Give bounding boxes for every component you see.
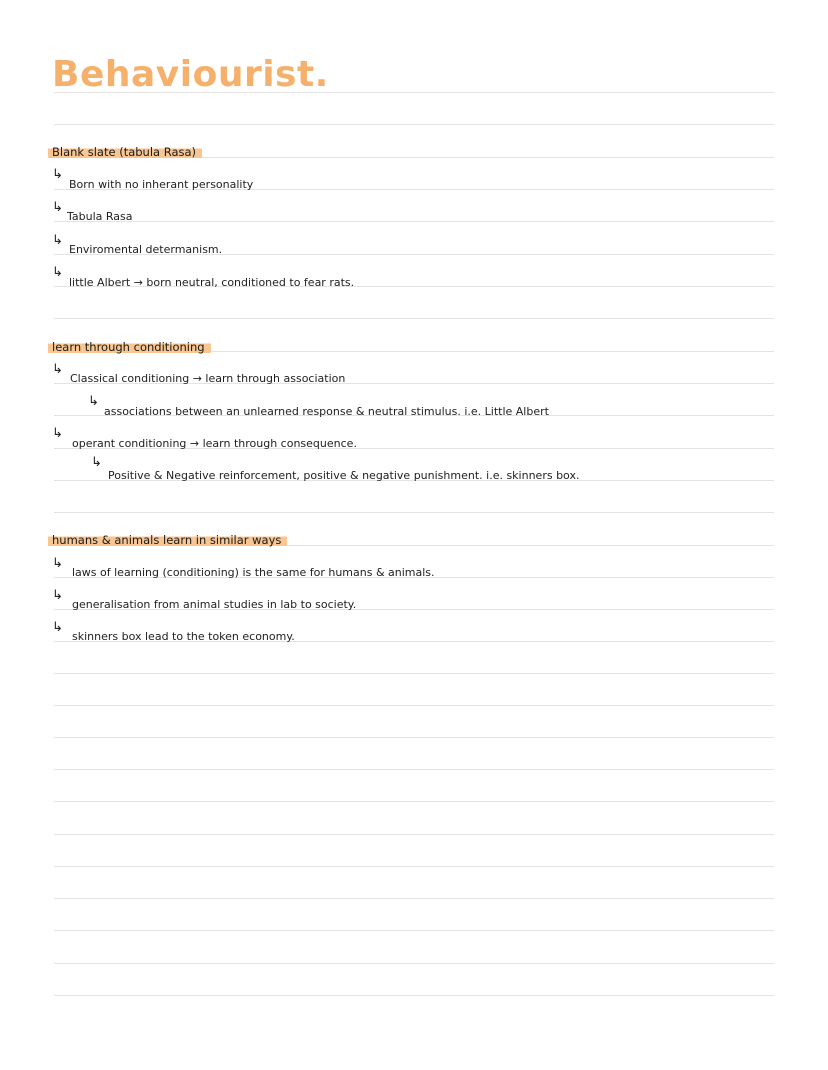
return-arrow-icon: ↳ [52,362,63,377]
section-heading-humans-animals: humans & animals learn in similar ways [48,533,287,548]
ruled-line [54,898,774,899]
list-item: Classical conditioning → learn through association [70,372,346,385]
return-arrow-icon: ↳ [52,265,63,280]
return-arrow-icon: ↳ [52,167,63,182]
list-item: Tabula Rasa [67,210,133,223]
list-item: Enviromental determanism. [69,243,223,256]
section-heading-blank-slate: Blank slate (tabula Rasa) [48,145,202,160]
ruled-line [54,834,774,835]
list-item: generalisation from animal studies in lab to society. [72,598,357,611]
ruled-line [54,866,774,867]
ruled-line [54,318,774,319]
ruled-line [54,221,774,222]
return-arrow-icon: ↳ [52,620,63,635]
page-title: Behaviourist. [52,54,329,95]
ruled-line [54,930,774,931]
list-item: little Albert → born neutral, conditioned to fear rats. [69,276,355,289]
ruled-line [54,963,774,964]
return-arrow-icon: ↳ [52,233,63,248]
ruled-line [54,737,774,738]
return-arrow-icon: ↳ [88,394,99,409]
list-item: associations between an unlearned response & neutral stimulus. i.e. Little Albert [104,405,549,418]
ruled-line [54,995,774,996]
ruled-line [54,705,774,706]
list-item: skinners box lead to the token economy. [72,630,295,643]
list-item: Born with no inherant personality [69,178,254,191]
return-arrow-icon: ↳ [91,455,102,470]
list-item: operant conditioning → learn through consequence. [72,437,357,450]
ruled-line [54,124,774,125]
return-arrow-icon: ↳ [52,556,63,571]
ruled-line [54,673,774,674]
section-heading-conditioning: learn through conditioning [48,340,211,355]
ruled-line [54,801,774,802]
return-arrow-icon: ↳ [52,588,63,603]
list-item: Positive & Negative reinforcement, positive & negative punishment. i.e. skinners box. [108,469,580,482]
ruled-line [54,769,774,770]
list-item: laws of learning (conditioning) is the same for humans & animals. [72,566,435,579]
ruled-line [54,512,774,513]
return-arrow-icon: ↳ [52,200,63,215]
return-arrow-icon: ↳ [52,426,63,441]
